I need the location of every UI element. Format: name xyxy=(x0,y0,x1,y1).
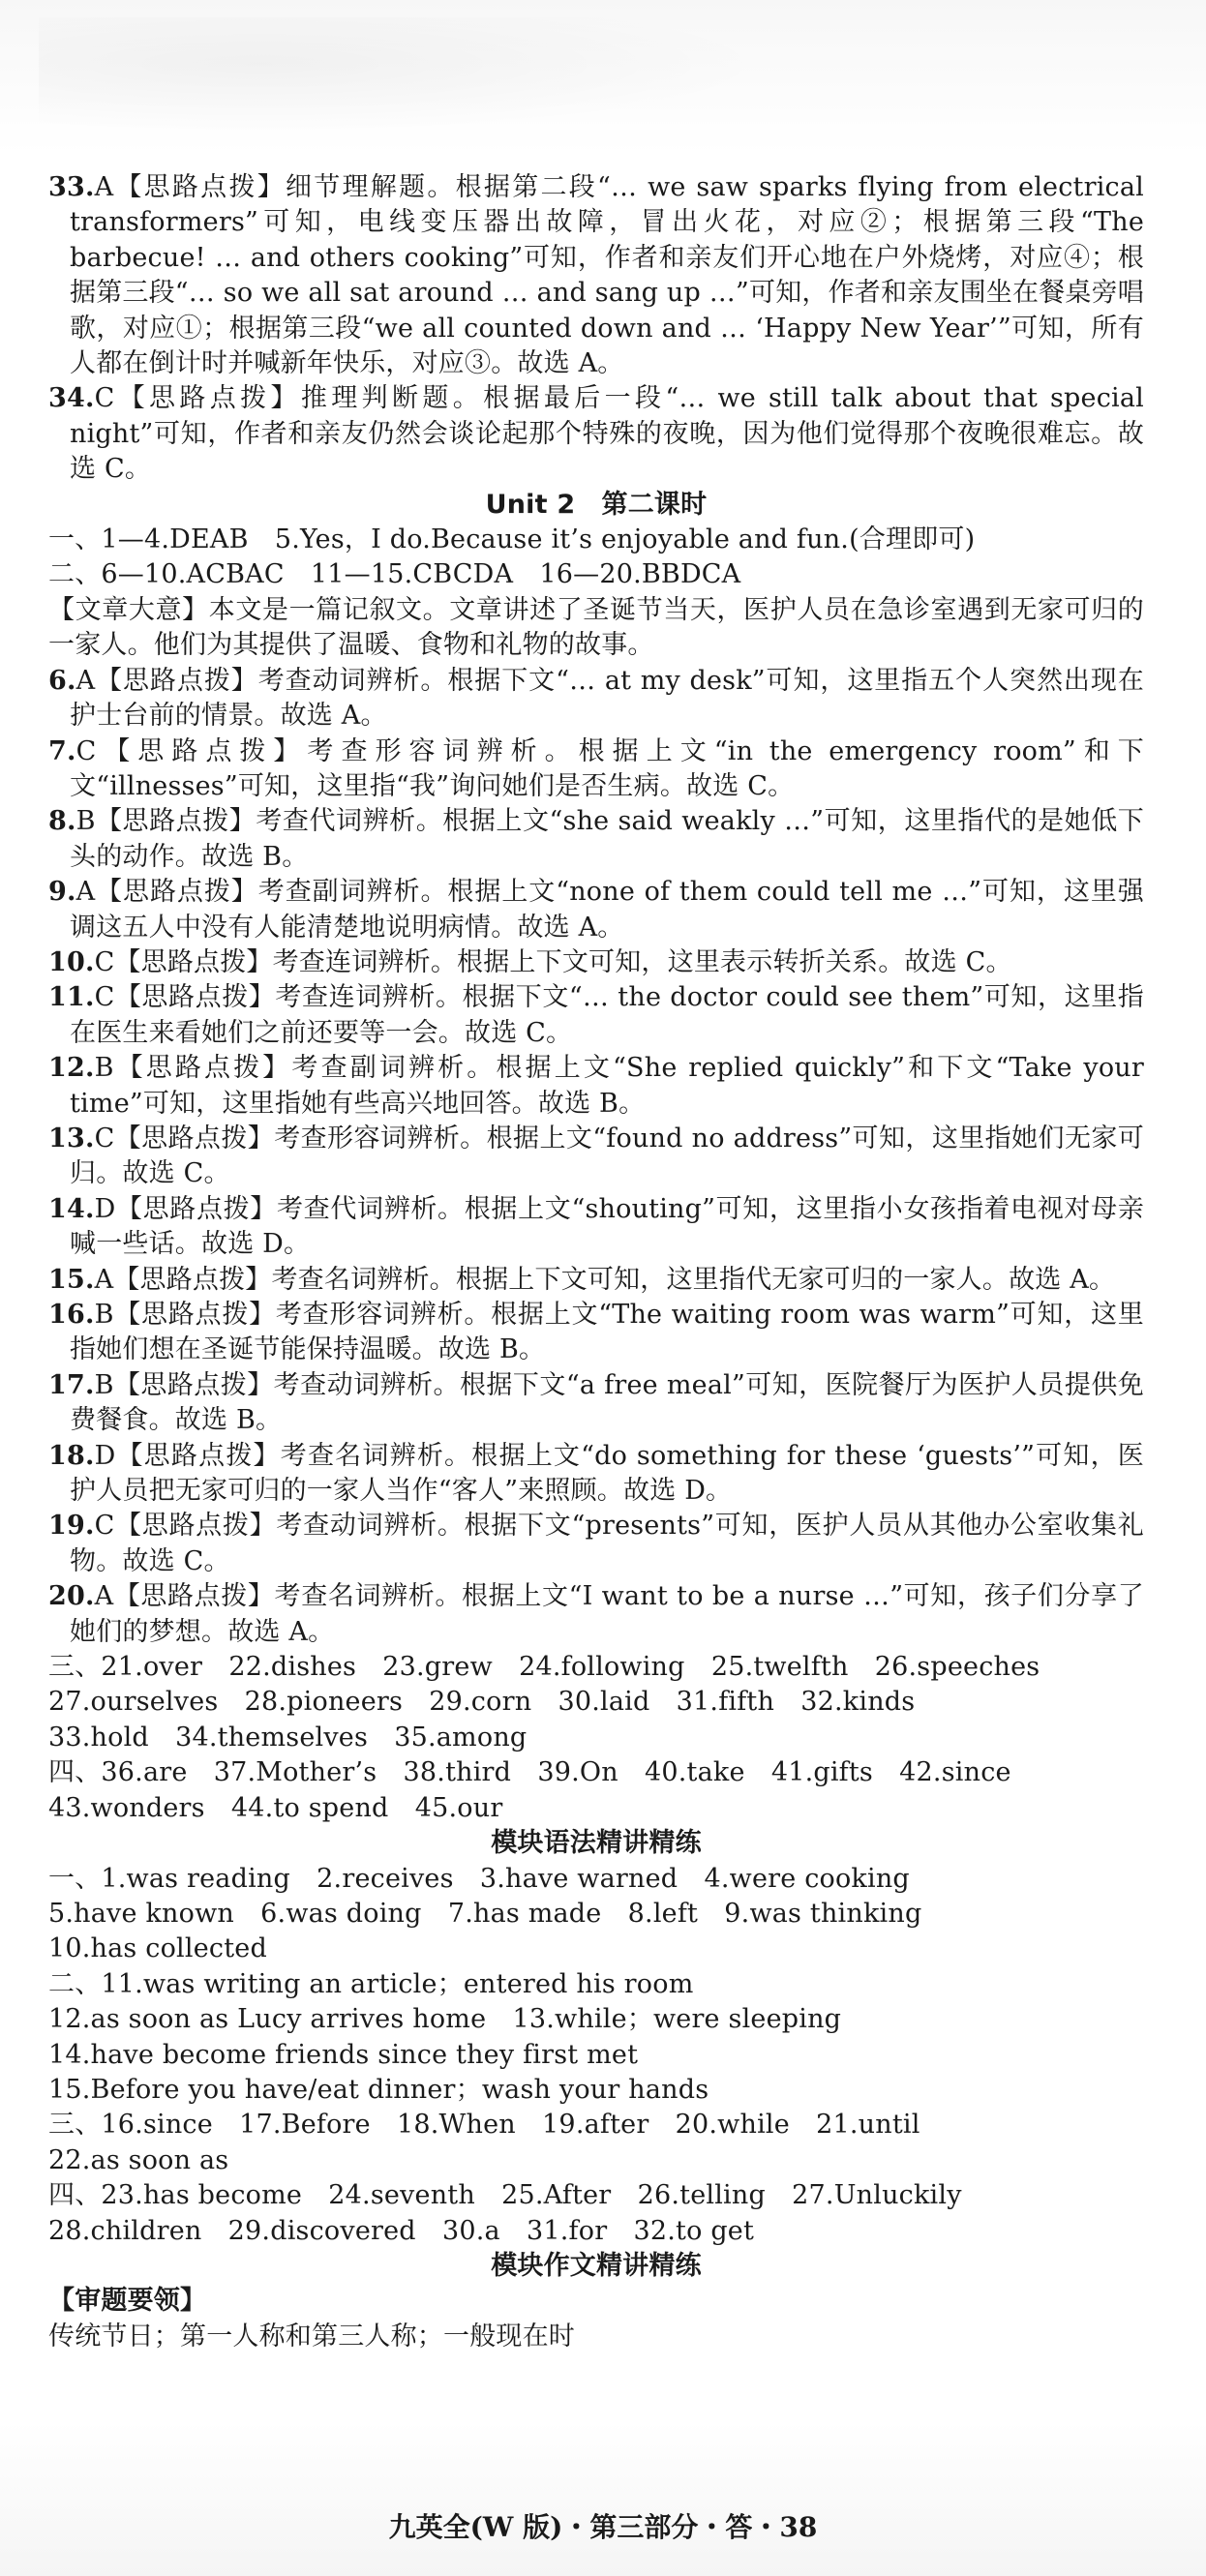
page-content xyxy=(48,170,1144,2354)
answer-text: C【思路点拨】考查形容词辨析。根据上文“in the emergency room”和下文“illnesses”可知，这里指“我”询问她们是否生病。故选 C。 xyxy=(70,735,1144,801)
answer-text: A【思路点拨】考查副词辨析。根据上文“none of them could tell me …”可知，这里强调这五人中没有人能清楚地说明病情。故选 A。 xyxy=(70,877,1144,943)
answer-item xyxy=(48,980,1144,1051)
answer-text: B【思路点拨】考查副词辨析。根据上文“She replied quickly”和下文“Take your time”可知，这里指她有些高兴地回答。故选 B。 xyxy=(70,1053,1144,1119)
answer-number: 6. xyxy=(48,665,76,696)
grammar-1-line-3: 10.has collected xyxy=(48,1933,267,1964)
answer-number: 9. xyxy=(48,877,76,908)
answer-number: 33. xyxy=(48,172,95,202)
grammar-1-line-2: 5.have known 6.was doing 7.has made 8.left 9.was thinking xyxy=(48,1898,922,1929)
answer-34 xyxy=(48,381,1144,487)
answer-number: 19. xyxy=(48,1511,95,1542)
section-4-line-1: 四、36.are 37.Mother’s 38.third 39.On 40.take 41.gifts 42.since xyxy=(48,1757,1011,1788)
answer-text: D【思路点拨】考查代词辨析。根据上文“shouting”可知，这里指小女孩指着电视对母亲喊一些话。故选 D。 xyxy=(70,1193,1144,1260)
grammar-3-line-2: 22.as soon as xyxy=(48,2144,229,2175)
answer-item xyxy=(48,1192,1144,1263)
answer-number: 16. xyxy=(48,1300,95,1330)
writing-title: 模块作文精讲精练 xyxy=(491,2250,702,2281)
grammar-3-line-1: 三、16.since 17.Before 18.When 19.after 20.while 21.until xyxy=(48,2110,920,2141)
answer-text: A【思路点拨】细节理解题。根据第二段“… we saw sparks flying from electrical transformers”可知，电线变压器出故障，冒出火花，对应②；根据第三段“The barbecue! … and others cooking”可知，作者和亲友们开心地在户外烧烤，对应④；根据第三段“… so we all sat around … and sang up …”可知，作者和亲友围坐在餐桌旁唱歌，对应①；根据第三段“we all counted down and … ‘Happy New Year’”可知，所有人都在倒计时并喊新年快乐，对应③。故选 A。 xyxy=(70,172,1144,379)
answer-item xyxy=(48,734,1144,805)
review-text: 传统节日；第一人称和第三人称；一般现在时 xyxy=(48,2321,575,2351)
unit-title: Unit 2 第二课时 xyxy=(485,489,708,520)
answer-text: C【思路点拨】推理判断题。根据最后一段“… we still talk about that special night”可知，作者和亲友仍然会谈论起那个特殊的夜晚，因为他们觉得那个夜晚很难忘。故选 C。 xyxy=(70,383,1144,485)
answer-number: 34. xyxy=(48,383,95,414)
grammar-2-line-3: 14.have become friends since they first met xyxy=(48,2039,639,2070)
scan-shadow xyxy=(39,17,774,134)
grammar-2-line-1: 二、11.was writing an article；entered his room xyxy=(48,1968,694,1999)
answer-number: 18. xyxy=(48,1440,95,1471)
section-2-line: 二、6—10.ACBAC 11—15.CBCDA 16—20.BBDCA xyxy=(48,559,741,590)
answer-number: 7. xyxy=(48,735,76,766)
grammar-2-line-2: 12.as soon as Lucy arrives home 13.while；were sleeping xyxy=(48,2004,842,2035)
answer-text: B【思路点拨】考查动词辨析。根据下文“a free meal”可知，医院餐厅为医护人员提供免费餐食。故选 B。 xyxy=(70,1369,1144,1436)
answer-number: 15. xyxy=(48,1264,95,1295)
answer-item xyxy=(48,1263,1144,1298)
grammar-title: 模块语法精讲精练 xyxy=(491,1828,702,1859)
answer-text: C【思路点拨】考查连词辨析。根据下文“… the doctor could see them”可知，这里指在医生来看她们之前还要等一会。故选 C。 xyxy=(70,982,1144,1048)
answer-item xyxy=(48,804,1144,875)
answer-number: 8. xyxy=(48,806,76,837)
grammar-4-line-2: 28.children 29.discovered 30.a 31.for 32.to get xyxy=(48,2215,755,2246)
answer-number: 11. xyxy=(48,982,95,1013)
article-summary: 【文章大意】本文是一篇记叙文。文章讲述了圣诞节当天，医护人员在急诊室遇到无家可归的一家人。他们为其提供了温暖、食物和礼物的故事。 xyxy=(48,594,1144,661)
section-3-line-1: 三、21.over 22.dishes 23.grew 24.following 25.twelfth 26.speeches xyxy=(48,1652,1040,1683)
answer-item xyxy=(48,664,1144,734)
answer-text: C【思路点拨】考查形容词辨析。根据上文“found no address”可知，这里指她们无家可归。故选 C。 xyxy=(70,1123,1144,1189)
grammar-1-line-1: 一、1.was reading 2.receives 3.have warned 4.were cooking xyxy=(48,1863,910,1894)
section-4-line-2: 43.wonders 44.to spend 45.our xyxy=(48,1792,503,1823)
answer-text: C【思路点拨】考查连词辨析。根据上下文可知，这里表示转折关系。故选 C。 xyxy=(94,946,1012,977)
answer-number: 12. xyxy=(48,1053,95,1084)
answer-text: A【思路点拨】考查名词辨析。根据上下文可知，这里指代无家可归的一家人。故选 A。 xyxy=(94,1264,1116,1295)
answer-text: D【思路点拨】考查名词辨析。根据上文“do something for these ‘guests’”可知，医护人员把无家可归的一家人当作“客人”来照顾。故选 D。 xyxy=(70,1440,1144,1507)
answer-number: 13. xyxy=(48,1123,95,1153)
answer-item xyxy=(48,1579,1144,1650)
grammar-2-line-4: 15.Before you have/eat dinner；wash your hands xyxy=(48,2074,709,2105)
answer-item xyxy=(48,1368,1144,1439)
answer-33 xyxy=(48,170,1144,381)
answer-number: 10. xyxy=(48,946,95,977)
answer-text: C【思路点拨】考查动词辨析。根据下文“presents”可知，医护人员从其他办公室收集礼物。故选 C。 xyxy=(70,1511,1144,1576)
answer-text: A【思路点拨】考查动词辨析。根据下文“… at my desk”可知，这里指五个人突然出现在护士台前的情景。故选 A。 xyxy=(70,665,1144,732)
answer-text: B【思路点拨】考查代词辨析。根据上文“she said weakly …”可知，这里指代的是她低下头的动作。故选 B。 xyxy=(70,806,1144,872)
answer-item xyxy=(48,1298,1144,1368)
answer-item xyxy=(48,1439,1144,1510)
answer-item xyxy=(48,1509,1144,1579)
answer-item xyxy=(48,1051,1144,1122)
answer-number: 20. xyxy=(48,1581,95,1612)
answer-item xyxy=(48,945,1144,980)
grammar-4-line-1: 四、23.has become 24.seventh 25.After 26.telling 27.Unluckily xyxy=(48,2180,962,2211)
answer-item xyxy=(48,875,1144,945)
section-3-line-2: 27.ourselves 28.pioneers 29.corn 30.laid 31.fifth 32.kinds xyxy=(48,1687,916,1718)
answer-item xyxy=(48,1122,1144,1192)
answer-text: B【思路点拨】考查形容词辨析。根据上文“The waiting room was warm”可知，这里指她们想在圣诞节能保持温暖。故选 B。 xyxy=(70,1300,1144,1365)
answer-number: 17. xyxy=(48,1369,95,1400)
review-heading: 【审题要领】 xyxy=(48,2286,207,2317)
answer-number: 14. xyxy=(48,1193,95,1224)
answer-list xyxy=(48,664,1144,1650)
answer-text: A【思路点拨】考查名词辨析。根据上文“I want to be a nurse …”可知，孩子们分享了她们的梦想。故选 A。 xyxy=(70,1581,1144,1647)
section-1-line: 一、1—4.DEAB 5.Yes，I do.Because it’s enjoyable and fun.(合理即可) xyxy=(48,524,976,555)
section-3-line-3: 33.hold 34.themselves 35.among xyxy=(48,1722,528,1752)
page-footer: 九英全(W 版)・第三部分・答・38 xyxy=(388,2511,818,2543)
